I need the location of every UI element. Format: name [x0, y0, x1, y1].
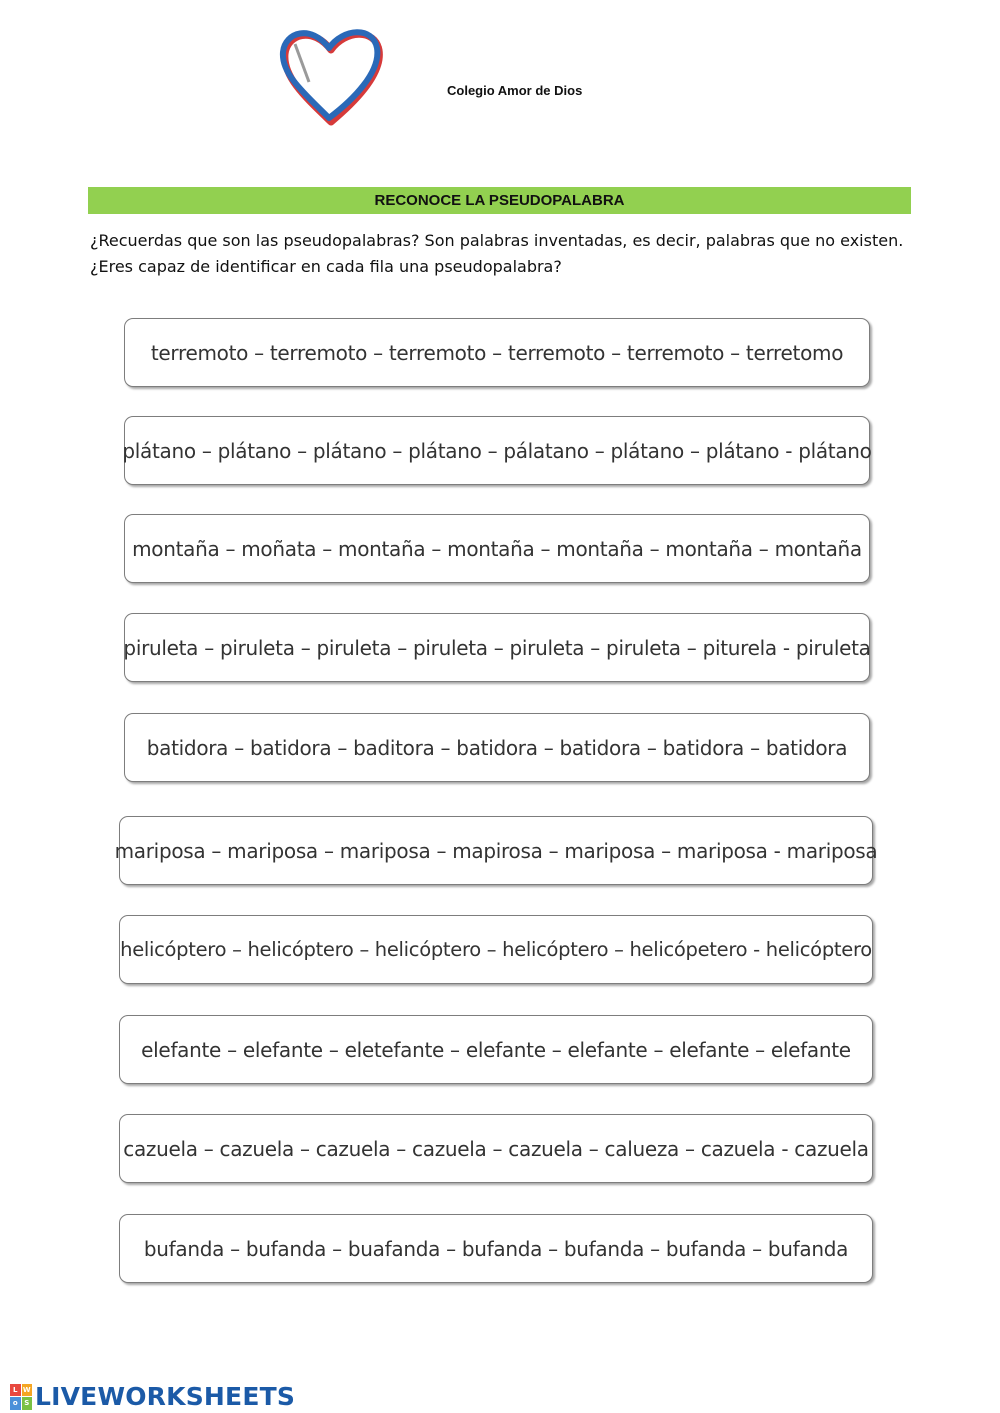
worksheet-title-banner: RECONOCE LA PSEUDOPALABRA	[88, 187, 911, 214]
heart-logo-icon	[275, 22, 387, 134]
word-row-1[interactable]: terremoto – terremoto – terremoto – terremoto – terremoto – terretomo	[124, 318, 870, 387]
word-row-8[interactable]: elefante – elefante – eletefante – elefante – elefante – elefante – elefante	[119, 1015, 873, 1084]
instructions	[90, 228, 920, 280]
liveworksheets-brand: LIVEWORKSHEETS	[35, 1382, 296, 1411]
word-row-9[interactable]: cazuela – cazuela – cazuela – cazuela – cazuela – calueza – cazuela - cazuela	[119, 1114, 873, 1183]
word-row-2[interactable]: plátano – plátano – plátano – plátano – pálatano – plátano – plátano - plátano	[124, 416, 870, 485]
word-row-4[interactable]: piruleta – piruleta – piruleta – piruleta – piruleta – piruleta – piturela - piruleta	[124, 613, 870, 682]
word-row-7[interactable]: helicóptero – helicóptero – helicóptero – helicóptero – helicópetero - helicóptero	[119, 915, 873, 984]
instructions-line-1: ¿Recuerdas que son las pseudopalabras? Son palabras inventadas, es decir, palabras que no existen.	[90, 231, 904, 250]
word-row-5[interactable]: batidora – batidora – baditora – batidora – batidora – batidora – batidora	[124, 713, 870, 782]
liveworksheets-badge-icon: L W o S	[10, 1384, 32, 1410]
liveworksheets-logo	[10, 1382, 295, 1411]
word-row-6[interactable]: mariposa – mariposa – mariposa – mapirosa – mariposa – mariposa - mariposa	[119, 816, 873, 885]
word-row-10[interactable]: bufanda – bufanda – buafanda – bufanda – bufanda – bufanda – bufanda	[119, 1214, 873, 1283]
word-row-3[interactable]: montaña – moñata – montaña – montaña – montaña – montaña – montaña	[124, 514, 870, 583]
instructions-line-2: ¿Eres capaz de identificar en cada fila una pseudopalabra?	[90, 257, 562, 276]
school-name: Colegio Amor de Dios	[447, 83, 583, 98]
